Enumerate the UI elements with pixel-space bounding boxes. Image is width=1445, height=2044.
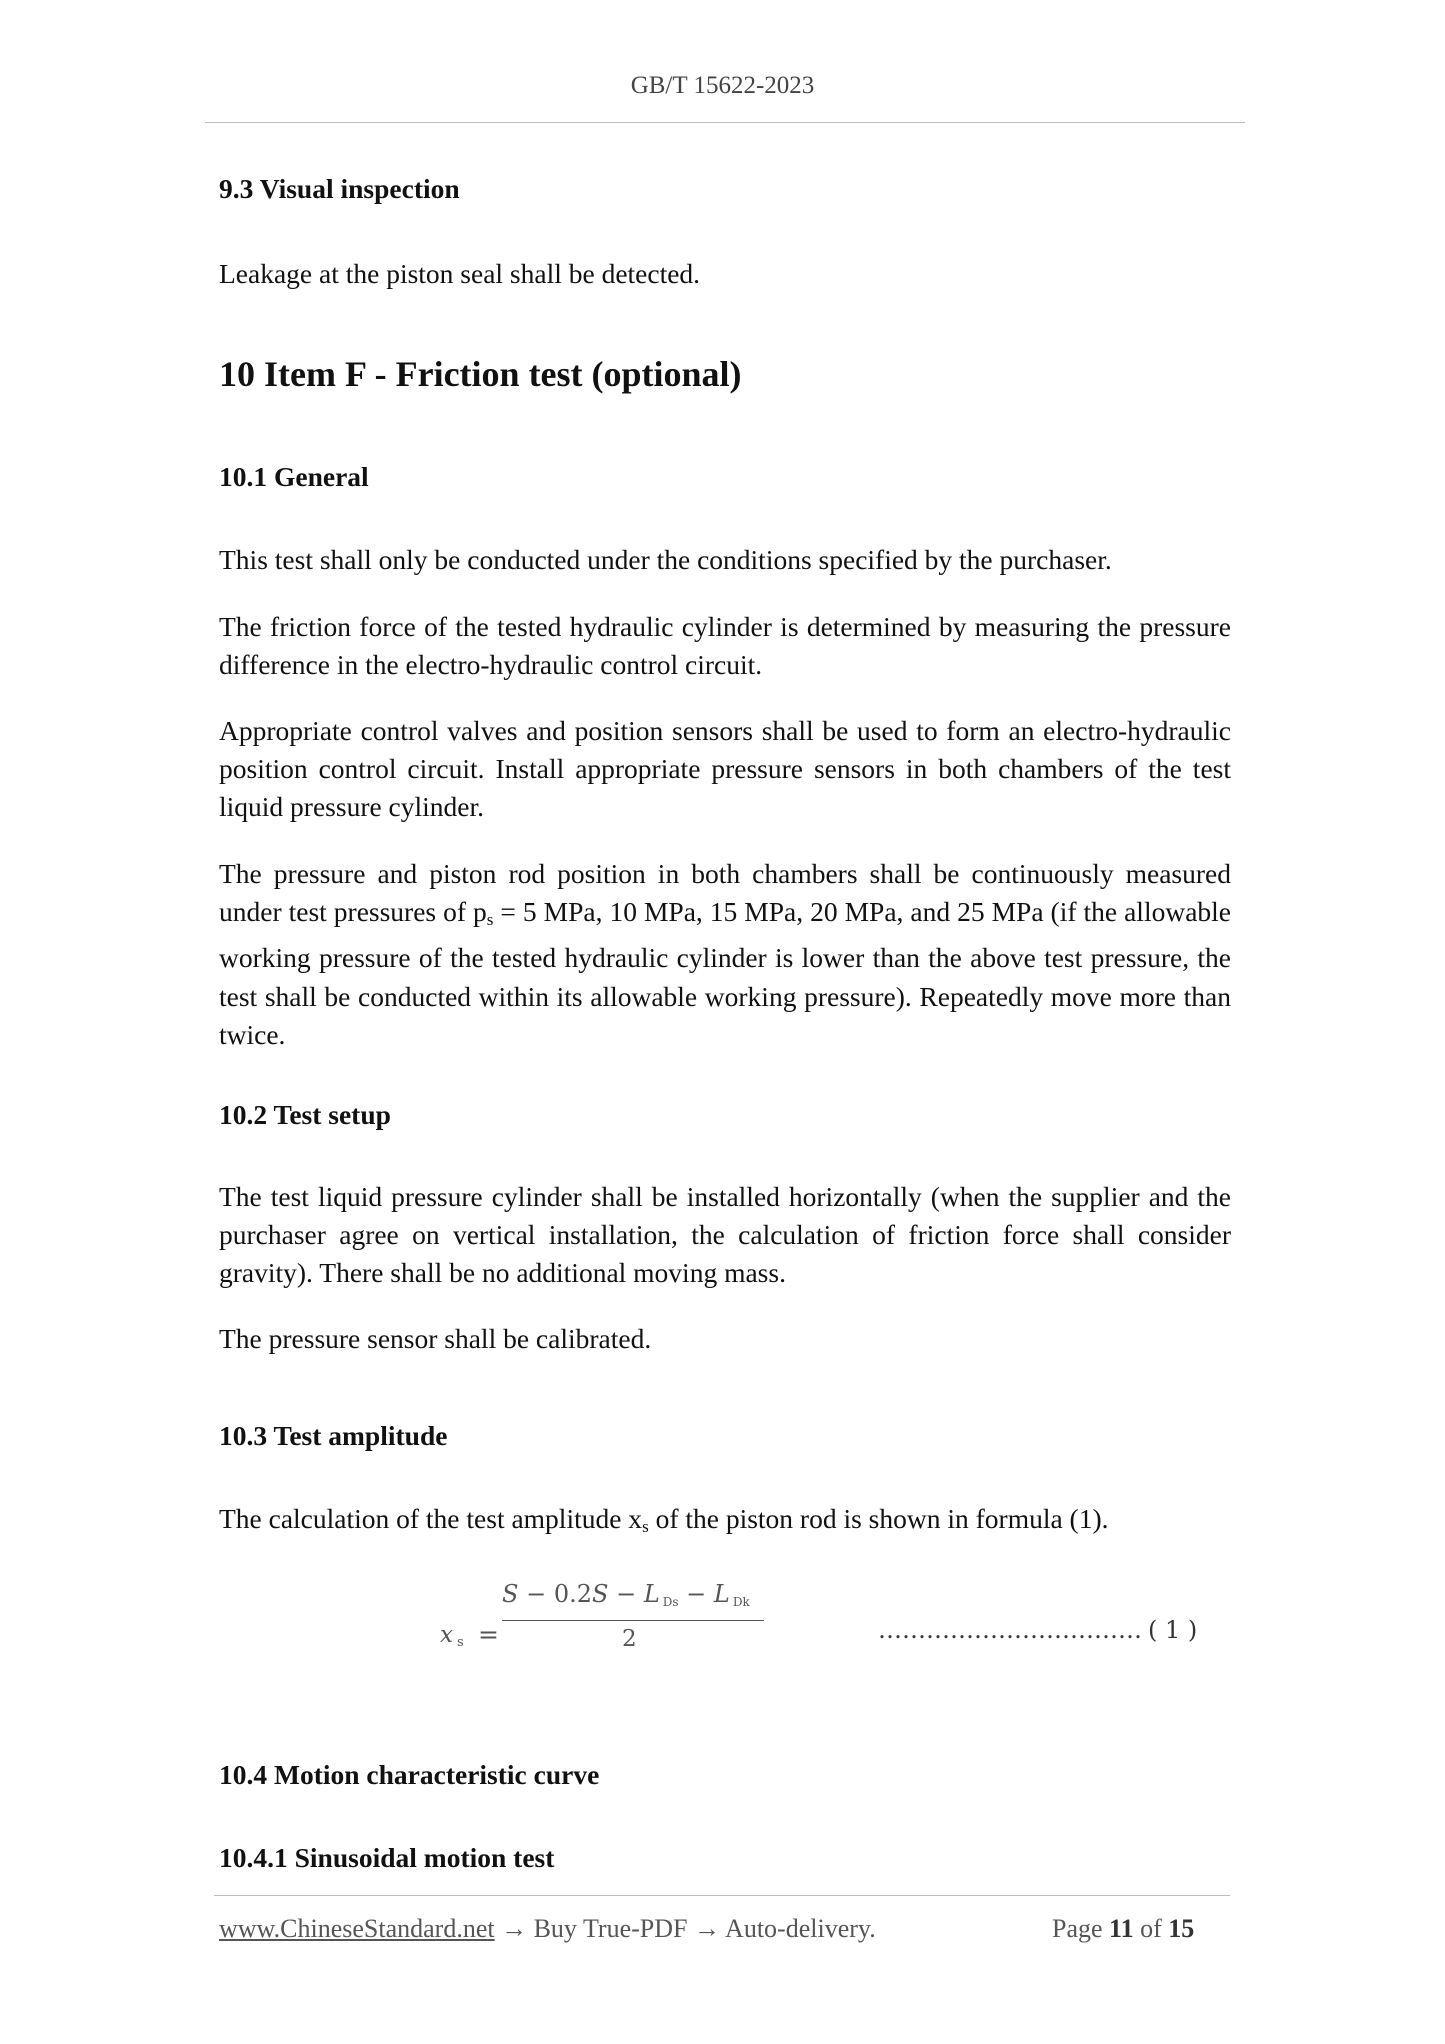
paragraph-10-2-a: The test liquid pressure cylinder shall be installed horizontally (when the supplier and the purchaser agree on vertical installation, the calculation of friction force shall consider gravity). There shall be no additional moving mass. — [219, 1181, 1231, 1289]
paragraph-10-1-d — [219, 855, 1231, 1054]
paragraph-10-3 — [219, 1500, 1231, 1546]
formula-var-s2: S — [592, 1580, 609, 1608]
page-total: 15 — [1168, 1914, 1195, 1943]
footer-divider — [214, 1895, 1230, 1896]
formula-fraction-bar — [502, 1620, 764, 1621]
formula-sub-ds: Ds — [662, 1595, 679, 1609]
formula-var-s1: S — [502, 1580, 519, 1608]
formula-equals: = — [478, 1620, 499, 1649]
paragraph-9-3: Leakage at the piston seal shall be detected. — [219, 258, 701, 289]
website-link[interactable]: www.ChineseStandard.net — [219, 1914, 495, 1943]
paragraph-10-1-d-part1: The pressure and piston rod position in both chambers shall be continuously measured under test pressures of p — [219, 858, 1231, 928]
formula-var-l2: L — [713, 1580, 730, 1608]
page-indicator — [1052, 1914, 1194, 1944]
heading-10-2: 10.2 Test setup — [219, 1099, 391, 1130]
formula-number: ( 1 ) — [1148, 1616, 1198, 1644]
header-divider — [205, 122, 1245, 123]
heading-10-4: 10.4 Motion characteristic curve — [219, 1759, 600, 1790]
subscript-s: s — [486, 910, 494, 930]
footer-promo-text: → Buy True-PDF → Auto-delivery. — [494, 1914, 876, 1943]
heading-9-3: 9.3 Visual inspection — [219, 173, 460, 204]
heading-10-1: 10.1 General — [219, 461, 369, 492]
formula-numerator — [502, 1580, 750, 1609]
paragraph-10-2-b: The pressure sensor shall be calibrated. — [219, 1323, 652, 1354]
formula-lhs — [440, 1622, 464, 1650]
subscript-s: s — [642, 1517, 649, 1536]
formula-var-l1: L — [643, 1580, 660, 1608]
formula-sub-s: s — [456, 1635, 464, 1650]
paragraph-10-1-c: Appropriate control valves and position sensors shall be used to form an electro-hydraulic position control circuit. Install appropriate pressure sensors in both chambers of the test liquid pressure cylinder. — [219, 715, 1231, 823]
paragraph-10-3-part1: The calculation of the test amplitude x — [219, 1503, 643, 1534]
document-code: GB/T 15622-2023 — [630, 72, 815, 99]
of-label: of — [1133, 1914, 1169, 1943]
formula-term: − 0.2 — [518, 1580, 592, 1608]
paragraph-10-1-a: This test shall only be conducted under the conditions specified by the purchaser. — [219, 544, 1112, 575]
heading-10-4-1: 10.4.1 Sinusoidal motion test — [219, 1842, 555, 1873]
heading-10: 10 Item F - Friction test (optional) — [219, 354, 742, 394]
formula-leader-dots: …………………………… — [878, 1616, 1142, 1644]
page-number: 11 — [1109, 1914, 1134, 1943]
formula-1 — [440, 1580, 1220, 1670]
paragraph-10-1-b: The friction force of the tested hydraulic cylinder is determined by measuring the pressure difference in the electro-hydraulic control circuit. — [219, 611, 1231, 681]
paragraph-10-3-part2: of the piston rod is shown in formula (1). — [648, 1503, 1109, 1534]
page-label: Page — [1052, 1914, 1110, 1943]
formula-minus: − — [678, 1580, 714, 1608]
formula-var-x: x — [440, 1622, 453, 1648]
heading-10-3: 10.3 Test amplitude — [219, 1420, 448, 1451]
footer-promo — [219, 1914, 876, 1944]
paragraph-10-1-d-part2: = 5 MPa, 10 MPa, 15 MPa, 20 MPa, and 25 MPa (if the allowable working pressure of the tested hydraulic cylinder is lower than the above test pressure, the test shall be conducted within its allowable working pressure). Repeatedly move more than twice. — [219, 896, 1231, 1050]
formula-sub-dk: Dk — [732, 1595, 750, 1609]
formula-minus: − — [608, 1580, 644, 1608]
formula-denominator: 2 — [622, 1626, 637, 1652]
